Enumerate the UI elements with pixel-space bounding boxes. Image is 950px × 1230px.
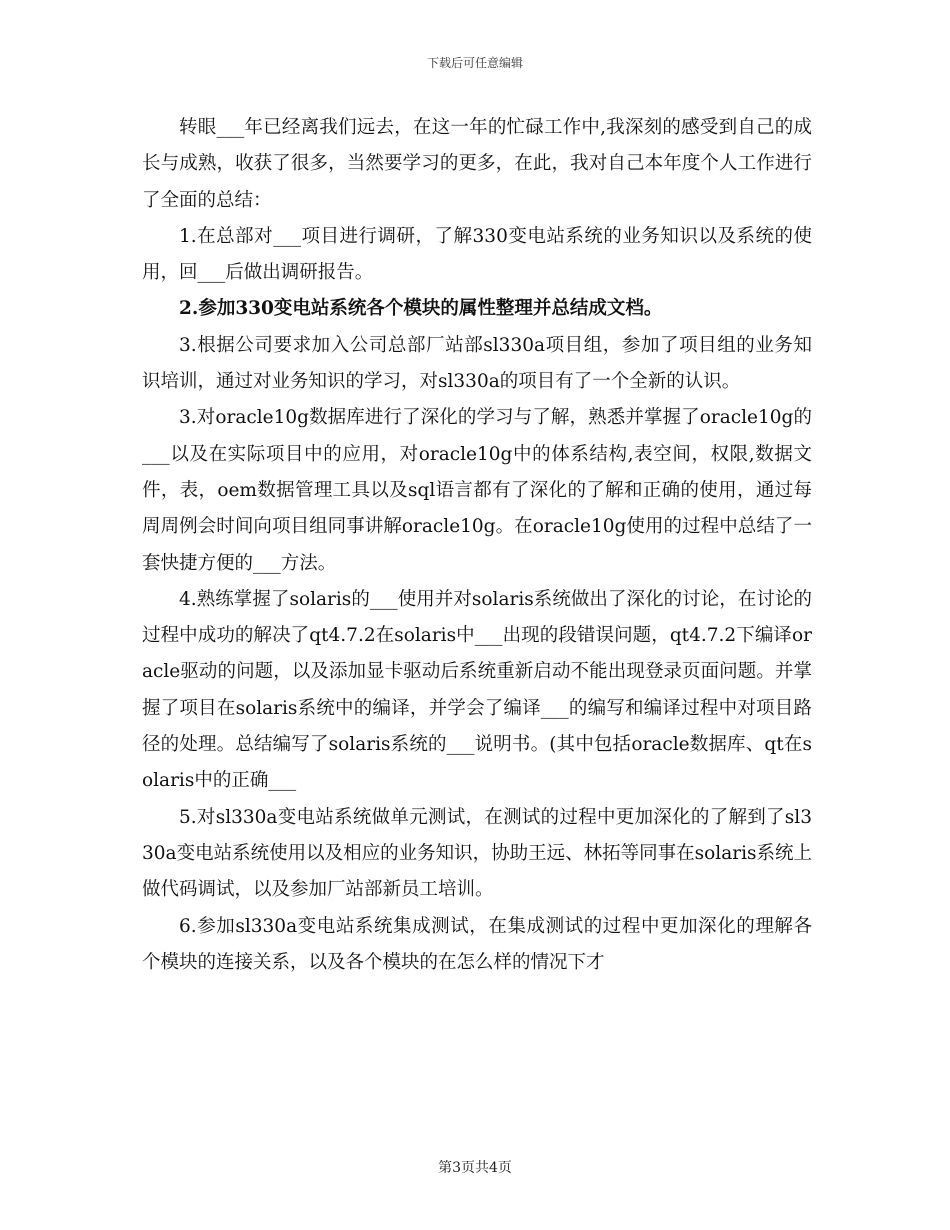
document-body [142,110,812,981]
paragraph-intro: 转眼___年已经离我们远去，在这一年的忙碌工作中,我深刻的感受到自己的成长与成熟，收获了很多，当然要学习的更多，在此，我对自己本年度个人工作进行了全面的总结： [142,117,812,211]
paragraph-item-2: 2.参加330变电站系统各个模块的属性整理并总结成文档。 [179,298,663,320]
paragraph-item-4: 4.熟练掌握了solaris的___使用并对solaris系统做出了深化的讨论，在讨论的过程中成功的解决了qt4.7.2在solaris中___出现的段错误问题，qt4.7.2下编译oracle驱动的问题，以及添加显卡驱动后系统重新启动不能出现登录页面问题。并掌握了项目在solaris系统中的编译，并学会了编译___的编写和编译过程中对项目路径的处理。总结编写了solaris系统的___说明书。(其中包括oracle数据库、qt在solaris中的正确___ [142,588,812,792]
paragraph-item-6: 6.参加sl330a变电站系统集成测试，在集成测试的过程中更加深化的理解各个模块的连接关系，以及各个模块的在怎么样的情况下才 [142,915,812,973]
paragraph-item-1: 1.在总部对___项目进行调研，了解330变电站系统的业务知识以及系统的使用，回___后做出调研报告。 [142,225,812,284]
page-header: 下载后可任意编辑 [426,56,523,70]
paragraph-item-3b: 3.对oracle10g数据库进行了深化的学习与了解，熟悉并掌握了oracle10g的___以及在实际项目中的应用，对oracle10g中的体系结构,表空间，权限,数据文件，表，oem数据管理工具以及sql语言都有了深化的了解和正确的使用，通过每周周例会时间向项目组同事讲解oracle10g。在oracle10g使用的过程中总结了一套快捷方便的___方法。 [142,407,812,574]
paragraph-item-3a: 3.根据公司要求加入公司总部厂站部sl330a项目组，参加了项目组的业务知识培训，通过对业务知识的学习，对sl330a的项目有了一个全新的认识。 [142,334,812,393]
page-number: 第3页共4页 [438,1160,512,1176]
paragraph-item-5: 5.对sl330a变电站系统做单元测试，在测试的过程中更加深化的了解到了sl330a变电站系统使用以及相应的业务知识，协助王远、林拓等同事在solaris系统上做代码调试，以及参加厂站部新员工培训。 [142,806,812,901]
